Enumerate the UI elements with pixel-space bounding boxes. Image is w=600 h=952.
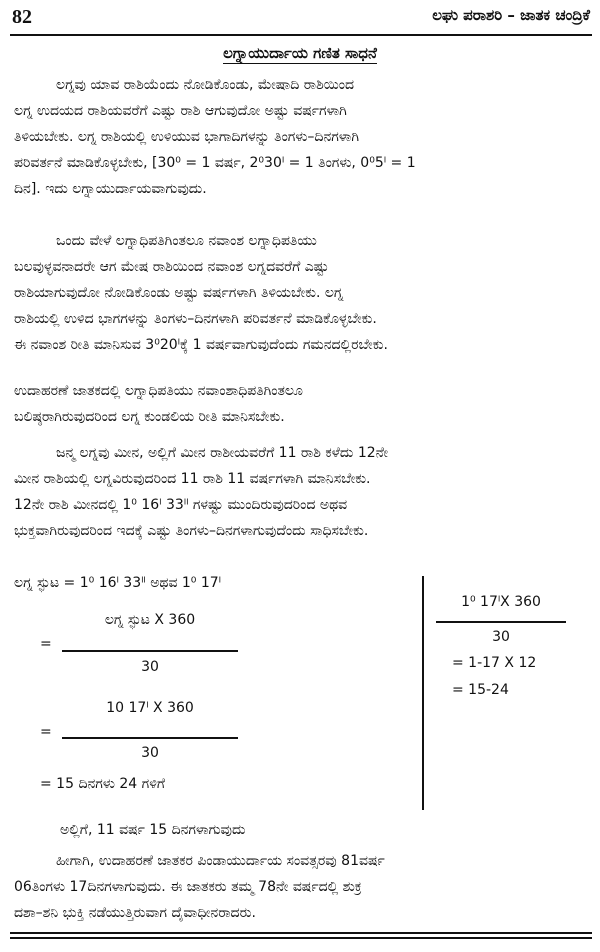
text-line: 06ತಿಂಗಳು 17ದಿನಗಳಾಗುವುದು. ಈ ಜಾತಕರು ತಮ್ಮ 78ನೇ ವರ್ಷದಲ್ಲಿ ಶುಕ್ರ bbox=[14, 879, 362, 895]
frac1-denominator: 30 bbox=[141, 659, 159, 675]
footer-rule-top bbox=[10, 932, 592, 934]
text-line: ಲಗ್ನವು ಯಾವ ರಾಶಿಯೆಂದು ನೋಡಿಕೊಂಡು, ಮೇಷಾದಿ ರಾಶಿಯಿಂದ bbox=[56, 77, 355, 93]
text-line: ಉದಾಹರಣೆ ಜಾತಕದಲ್ಲಿ ಲಗ್ನಾಧಿಪತಿಯು ನವಾಂಶಾಧಿಪತಿಗಿಂತಲೂ bbox=[14, 383, 303, 399]
frac2-denominator: 30 bbox=[141, 745, 159, 761]
paragraph-3 bbox=[14, 378, 590, 430]
text-line: ಹೀಗಾಗಿ, ಉದಾಹರಣೆ ಜಾತಕರ ಪಿಂಡಾಯುರ್ದಾಯ ಸಂವತ್ಸರವು 81ವರ್ಷ bbox=[56, 853, 385, 869]
calc-result: = 15 ದಿನಗಳು 24 ಗಳಿಗೆ bbox=[40, 776, 165, 792]
text-line: ಬಲವುಳ್ಳವನಾದರೇ ಆಗ ಮೇಷ ರಾಶಿಯಿಂದ ನವಾಂಶ ಲಗ್ನದವರೆಗೆ ಎಷ್ಟು bbox=[14, 259, 329, 275]
section-title-text: ಲಗ್ನಾಯುರ್ದಾಯ ಗಣಿತ ಸಾಧನೆ bbox=[223, 44, 377, 62]
summary-line: ಅಲ್ಲಿಗೆ, 11 ವರ್ಷ 15 ದಿನಗಳಾಗುವುದು bbox=[60, 822, 246, 838]
text-line: ಲಗ್ನ ಉದಯದ ರಾಶಿಯವರೆಗೆ ಎಷ್ಟು ರಾಶಿ ಆಗುವುದೋ ಅಷ್ಟು ವರ್ಷಗಳಾಗಿ bbox=[14, 103, 347, 119]
right-frac-bar bbox=[436, 621, 566, 623]
paragraph-4 bbox=[14, 440, 590, 544]
text-line: ಈ ನವಾಂಶ ರೀತಿ ಮಾನಿಸುವ 3⁰20ˡಕ್ಕೆ 1 ವರ್ಷವಾಗುವುದೆಂದು ಗಮನದಲ್ಲಿರಬೇಕು. bbox=[14, 337, 388, 353]
text-line: ದಿನ]. ಇದು ಲಗ್ನಾಯುರ್ದಾಯವಾಗುವುದು. bbox=[14, 181, 207, 197]
text-line: ದಶಾ–ಶನಿ ಭುಕ್ತಿ ನಡೆಯುತ್ತಿರುವಾಗ ದೈವಾಧೀನರಾದರು. bbox=[14, 905, 256, 921]
right-frac-numerator: 1⁰ 17ˡX 360 bbox=[461, 594, 541, 610]
header-rule bbox=[10, 34, 592, 36]
frac1-numerator: ಲಗ್ನ ಸ್ಫುಟ X 360 bbox=[104, 612, 196, 628]
running-title: ಲಘು ಪರಾಶರಿ – ಜಾತಕ ಚಂದ್ರಿಕೆ bbox=[432, 6, 590, 24]
text-line: ಒಂದು ವೇಳೆ ಲಗ್ನಾಧಿಪತಿಗಿಂತಲೂ ನವಾಂಶ ಲಗ್ನಾಧಿಪತಿಯು bbox=[56, 233, 317, 249]
right-step-2: = 15-24 bbox=[452, 682, 509, 698]
calc-equals-2: = bbox=[40, 724, 52, 740]
footer-rule-bottom bbox=[10, 937, 592, 939]
frac2-numerator: 10 17ˡ X 360 bbox=[106, 700, 194, 716]
calc-sphuta-line: ಲಗ್ನ ಸ್ಫುಟ = 1⁰ 16ˡ 33ˡˡ ಅಥವ 1⁰ 17ˡ bbox=[14, 575, 222, 591]
page-header bbox=[12, 2, 590, 32]
right-frac-denominator: 30 bbox=[492, 629, 510, 645]
text-line: ಜನ್ಮ ಲಗ್ನವು ಮೀನ, ಅಲ್ಲಿಗೆ ಮೀನ ರಾಶೀಯವರೆಗೆ 11 ರಾಶಿ ಕಳೆದು 12ನೇ bbox=[56, 445, 389, 461]
section-title bbox=[0, 44, 600, 62]
text-line: ಭುಕ್ತವಾಗಿರುವುದರಿಂದ ಇದಕ್ಕೆ ಎಷ್ಟು ತಿಂಗಳು–ದಿನಗಳಾಗುವುದೆಂದು ಸಾಧಿಸಬೇಕು. bbox=[14, 523, 369, 539]
paragraph-1 bbox=[14, 72, 590, 202]
text-line: ಬಲಿಷ್ಠರಾಗಿರುವುದರಿಂದ ಲಗ್ನ ಕುಂಡಲಿಯ ರೀತಿ ಮಾನಿಸಬೇಕು. bbox=[14, 409, 285, 425]
text-line: ಮೀನ ರಾಶಿಯಲ್ಲಿ ಲಗ್ನವಿರುವುದರಿಂದ 11 ರಾಶಿ 11 ವರ್ಷಗಳಾಗಿ ಮಾನಿಸಬೇಕು. bbox=[14, 471, 371, 487]
calc-divider bbox=[422, 576, 424, 810]
text-line: 12ನೇ ರಾಶಿ ಮೀನದಲ್ಲಿ 1⁰ 16ˡ 33ˡˡ ಗಳಷ್ಟು ಮುಂದಿರುವುದರಿಂದ ಅಥವ bbox=[14, 497, 348, 513]
calc-equals-1: = bbox=[40, 636, 52, 652]
text-line: ರಾಶಿಯಾಗುವುದೋ ನೋಡಿಕೊಂಡು ಅಷ್ಟು ವರ್ಷಗಳಾಗಿ ತಿಳಿಯಬೇಕು. ಲಗ್ನ bbox=[14, 285, 344, 301]
text-line: ರಾಶಿಯಲ್ಲಿ ಉಳಿದ ಭಾಗಗಳನ್ನು ತಿಂಗಳು–ದಿನಗಳಾಗಿ ಪರಿವರ್ತನೆ ಮಾಡಿಕೊಳ್ಳಬೇಕು. bbox=[14, 311, 377, 327]
paragraph-5 bbox=[14, 848, 590, 926]
page-number: 82 bbox=[12, 6, 32, 28]
frac1-bar bbox=[62, 650, 238, 652]
frac2-bar bbox=[62, 737, 238, 739]
text-line: ಪರಿವರ್ತನೆ ಮಾಡಿಕೊಳ್ಳಬೇಕು, [30⁰ = 1 ವರ್ಷ, 2⁰30ˡ = 1 ತಿಂಗಳು, 0⁰5ˡ = 1 bbox=[14, 155, 416, 171]
text-line: ತಿಳಿಯಬೇಕು. ಲಗ್ನ ರಾಶಿಯಲ್ಲಿ ಉಳಿಯುವ ಭಾಗಾದಿಗಳನ್ನು ತಿಂಗಳು–ದಿನಗಳಾಗಿ bbox=[14, 129, 360, 145]
paragraph-2 bbox=[14, 228, 590, 358]
right-step-1: = 1-17 X 12 bbox=[452, 655, 537, 671]
